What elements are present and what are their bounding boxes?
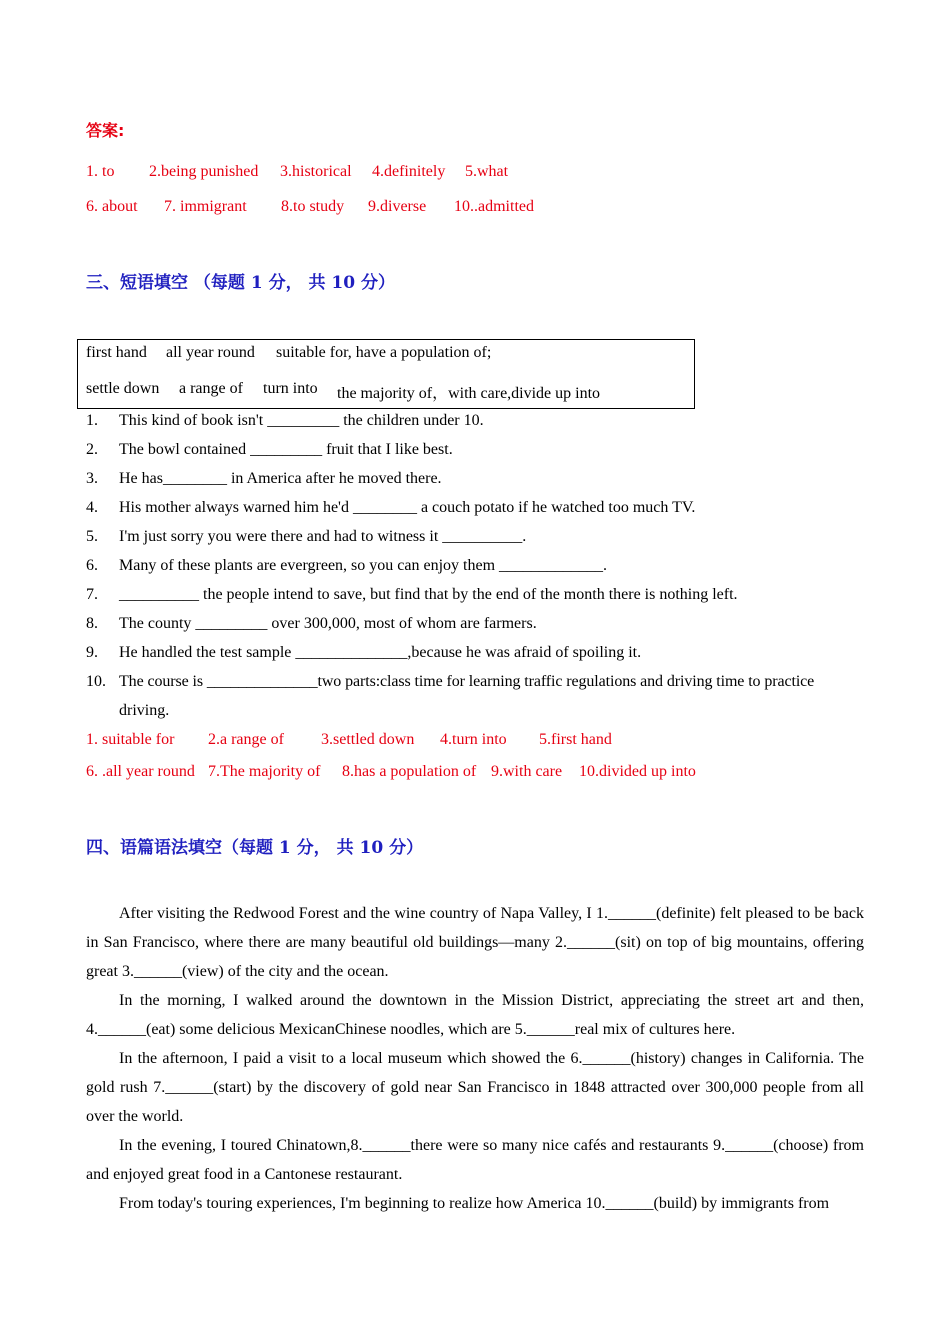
section-4-heading: 四、语篇语法填空（每题 1 分， 共 10 分）	[86, 838, 424, 858]
word-bank-box	[77, 339, 695, 409]
question-text: I'm just sorry you were there and had to witness it __________.	[119, 528, 527, 545]
passage-paragraph: In the evening, I toured Chinatown,8.______there were so many nice cafés and restaurants 9.______(choose) from and enjoyed great food in a Cantonese restaurant.	[86, 1137, 864, 1183]
answer-item: 6. about	[86, 198, 138, 215]
word-bank-phrase: the majority of，with care,divide up into	[337, 385, 601, 402]
question-text-continued: driving.	[119, 702, 170, 719]
answer-item: 7.The majority of	[208, 763, 321, 780]
question-text: He has________ in America after he moved there.	[119, 470, 442, 487]
question-text: Many of these plants are evergreen, so you can enjoy them _____________.	[119, 557, 608, 574]
word-bank-phrase: all year round	[166, 344, 255, 361]
answer-item: 5.what	[465, 163, 509, 180]
question-text: __________ the people intend to save, but find that by the end of the month there is nothing left.	[119, 586, 738, 603]
question-number: 10.	[86, 673, 106, 690]
question-number: 1.	[86, 412, 98, 429]
question-number: 5.	[86, 528, 98, 545]
answer-item: 10..admitted	[454, 198, 534, 215]
answer-item: 2.being punished	[149, 163, 259, 180]
word-bank-phrase: turn into	[263, 380, 318, 397]
question-number: 7.	[86, 586, 98, 603]
answer-item: 8.has a population of	[342, 763, 477, 780]
word-bank-phrase: suitable for, have a population of;	[276, 344, 492, 361]
passage-paragraph: From today's touring experiences, I'm beginning to realize how America 10.______(build) by immigrants from	[119, 1195, 830, 1212]
word-bank-phrase: first hand	[86, 344, 147, 361]
question-text: The county _________ over 300,000, most of whom are farmers.	[119, 615, 537, 632]
question-text: His mother always warned him he'd ________ a couch potato if he watched too much TV.	[119, 499, 696, 516]
question-text: He handled the test sample ______________,because he was afraid of spoiling it.	[119, 644, 642, 661]
answer-item: 9.with care	[491, 763, 563, 780]
answer-item: 5.first hand	[539, 731, 612, 748]
question-number: 6.	[86, 557, 98, 574]
question-number: 2.	[86, 441, 98, 458]
passage-paragraph: In the afternoon, I paid a visit to a local museum which showed the 6.______(history) changes in California. The gold rush 7.______(start) by the discovery of gold near San Francisco in 1848 attracted over 300,000 people from all over the world.	[86, 1050, 864, 1125]
answer-item: 7. immigrant	[164, 198, 247, 215]
answer-item: 4.turn into	[440, 731, 507, 748]
answer-item: 6. .all year round	[86, 763, 195, 780]
question-text: The bowl contained _________ fruit that I like best.	[119, 441, 453, 458]
answer-item: 3.historical	[280, 163, 352, 180]
answers-label: 答案:	[86, 121, 125, 140]
answer-item: 10.divided up into	[579, 763, 696, 780]
answer-item: 9.diverse	[368, 198, 427, 215]
passage-paragraph: After visiting the Redwood Forest and the wine country of Napa Valley, I 1.______(definite) felt pleased to be back in San Francisco, where there are many beautiful old buildings—many 2.______(sit) on top of big mountains, offering great 3.______(view) of the city and the ocean.	[86, 905, 864, 980]
question-number: 3.	[86, 470, 98, 487]
answer-item: 4.definitely	[372, 163, 446, 180]
question-number: 9.	[86, 644, 98, 661]
answer-item: 1. suitable for	[86, 731, 175, 748]
passage	[86, 899, 864, 1218]
answer-item: 2.a range of	[208, 731, 284, 748]
passage-paragraph: In the morning, I walked around the downtown in the Mission District, appreciating the street art and then, 4.______(eat) some delicious MexicanChinese noodles, which are 5.______real mix of cultures here.	[86, 992, 864, 1038]
answer-item: 1. to	[86, 163, 115, 180]
section-3-heading: 三、短语填空 （每题 1 分， 共 10 分）	[86, 273, 395, 293]
word-bank-phrase: settle down	[86, 380, 160, 397]
question-text: This kind of book isn't _________ the children under 10.	[119, 412, 484, 429]
word-bank-phrase: a range of	[179, 380, 243, 397]
answer-item: 8.to study	[281, 198, 345, 215]
question-text: The course is ______________two parts:class time for learning traffic regulations and driving time to practice	[119, 673, 815, 690]
question-number: 8.	[86, 615, 98, 632]
answer-item: 3.settled down	[321, 731, 415, 748]
question-number: 4.	[86, 499, 98, 516]
